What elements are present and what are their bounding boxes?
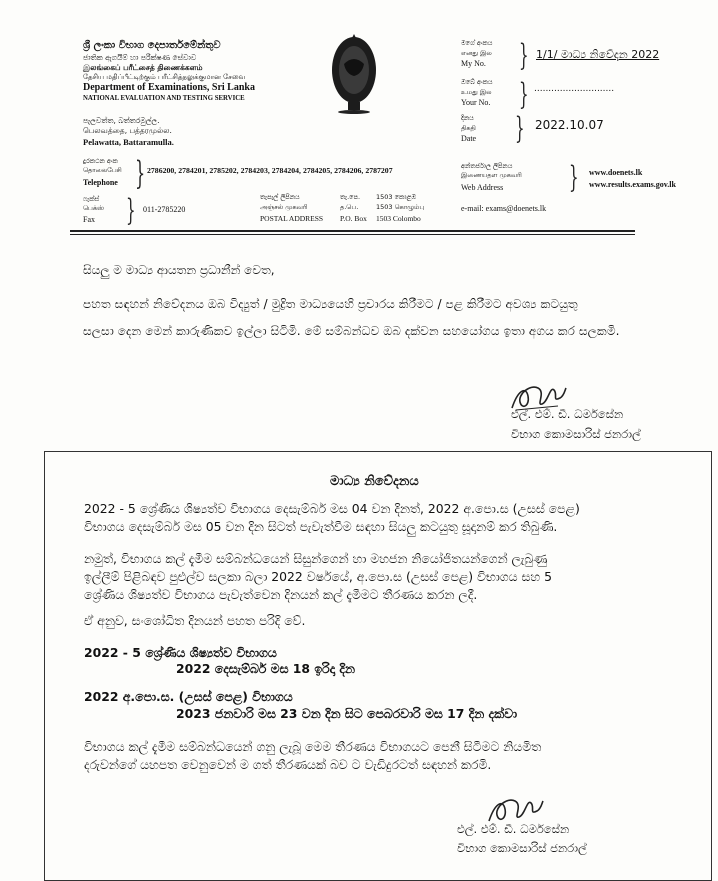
brace-icon: } [126,193,136,228]
brace-icon: } [519,38,529,73]
tel-numbers: 2786200, 2784201, 2785202, 2784203, 2784204, 2784205, 2784206, 2787207 [147,166,393,175]
fax-label-tamil: பெக்ஸ் [83,204,105,212]
exam-2-date: 2023 ජනවාරි මස 23 වන දින සිට පෙබරවාරි මස 17 දින දක්වා [176,706,518,721]
notice-paragraph: නමුත්, විභාගය කල් දැමීම සම්බන්ධයෙන් සිසුන්ගෙන් හා මහජන නියෝජිතයන්ගෙන් ලැබුණු [84,551,548,566]
web-address-2: www.results.exams.gov.lk [589,180,676,189]
dept-name-english: Department of Examinations, Sri Lanka [83,82,255,93]
notice-paragraph: දරුවන්ගේ යහපත වෙනුවෙන් ම ගත් තීරණයක් බව ට වැඩිදුරටත් සඳහන් කරමි. [84,757,492,772]
po-box-label-english: P.O. Box [340,214,367,223]
postal-label-english: POSTAL ADDRESS [260,214,324,223]
postal-label-tamil: அஞ்சல் முகவரி [260,203,308,211]
exam-2-name: 2022 අ.පො.ස. (උසස් පෙළ) විභාගය [84,689,293,704]
po-box-label-sinhala: තැ.පෙ. [340,193,361,201]
dept-service-sinhala: ජාතික ඇගයීම් හා පරීක්ෂණ සේවාව [83,53,197,62]
my-no-label-sinhala: මගේ අංකය [461,39,493,47]
notice-signatory-title: විභාග කොමසාරිස් ජනරාල් [457,841,587,855]
tel-label-english: Telephone [83,178,118,187]
tel-label-sinhala: දුරකථන අංක [83,157,118,165]
exam-1-date: 2022 දෙසැම්බර් මස 18 ඉරිදා දින [176,661,355,676]
address-sinhala: පැලවත්ත, බත්තරමුල්ල. [83,116,160,125]
date-label-tamil: திகதி [461,124,476,132]
signatory-title: විභාග කොමසාරිස් ජනරාල් [511,427,641,441]
notice-signatory-name: එල්. එම්. ඩී. ධර්මසේන [457,822,570,836]
brace-icon: } [135,154,146,192]
notice-paragraph: ශ්‍රේණිය ශිෂ්‍යත්ව විභාගය පැවැත්වෙන දිනයන් කල් දැමීමට තීරණය කරන ලදී. [84,587,478,602]
my-no-label-english: My No. [461,59,486,68]
date-value: 2022.10.07 [535,118,604,132]
fax-number: 011-2785220 [143,205,186,214]
web-label-tamil: இணையதள முகவரி [461,171,522,179]
address-english: Pelawatta, Battaramulla. [83,137,174,147]
address-tamil: பெலவத்தை, பத்தரமுல்ல. [83,126,172,135]
national-emblem-icon [328,30,380,114]
po-box-english: 1503 Colombo [376,214,421,223]
web-label-english: Web Address [461,183,504,192]
brace-icon: } [515,111,525,146]
web-label-sinhala: අන්තර්ජාල ලිපිනය [461,162,513,170]
po-box-label-tamil: த.பெ. [340,203,359,211]
your-no-label-tamil: உமது இல [461,88,492,96]
dept-name-tamil: இலங்கைப் பரீட்சைத் திணைக்களம் [83,63,203,72]
date-label-sinhala: දිනය [461,114,474,122]
notice-paragraph: ඉල්ලීම් පිළිබඳව පුළුල්ව සලකා බලා 2022 වර්ෂයේ, අ.පො.ස (උසස් පෙළ) විභාගය සහ 5 [84,569,552,584]
fax-label-english: Fax [83,215,95,224]
my-no-label-tamil: எனது இல [461,49,492,57]
fax-label-sinhala: ෆැක්ස් [83,195,100,203]
your-no-label-sinhala: ඔබේ අංකය [461,78,493,86]
notice-paragraph: විභාගය කල් දැමීම සම්බන්ධයෙන් ගනු ලැබූ මෙම තීරණය විභාගයට පෙනී සිටීමට නියමිත [84,739,542,754]
dept-service-tamil: தேசிய மதிப்பீட்டிற்கும் பரீட்சித்தலுக்குமான சேவை [83,73,246,81]
web-address-1: www.doenets.lk [589,168,643,177]
letter-paragraph: සලසා දෙන මෙන් කාරුණිකව ඉල්ලා සිටිමි. මේ සම්බන්ධව ඔබ දක්වන සහයෝගය ඉතා අගය කර සලකමි. [83,324,620,338]
header-divider [70,230,635,232]
brace-icon: } [569,160,579,195]
exam-1-name: 2022 - 5 ශ්‍රේණිය ශිෂ්‍යත්ව විභාගය [84,645,277,660]
notice-title: මාධ්‍ය නිවේදනය [330,474,419,489]
your-no-label-english: Your No. [461,98,491,107]
tel-label-tamil: தொலைபேசி [83,166,122,174]
letter-paragraph: පහත සඳහන් නිවේදනය ඔබ විද්‍යුත් / මුද්‍රිත මාධ්‍යයෙහි ප්‍රචාරය කිරීමට / පළ කිරීමට අවශ්‍ය කටයුතු [83,297,578,311]
brace-icon: } [519,77,529,112]
notice-paragraph: 2022 - 5 ශ්‍රේණිය ශිෂ්‍යත්ව විභාගය දෙසැම්බර් මස 04 වන දිනත්, 2022 අ.පො.ස (උසස් පෙළ) [84,501,580,516]
dept-service-english: NATIONAL EVALUATION AND TESTING SERVICE [83,95,245,102]
my-no-value: 1/1/ මාධ්‍ය නිවේදන 2022 [536,48,660,61]
po-box-sinhala: 1503 කොළඹ [376,193,417,201]
your-no-value: ............................ [534,84,615,94]
salutation: සියලු ම මාධ්‍ය ආයතන ප්‍රධානීන් වෙත, [83,263,275,277]
notice-paragraph: විභාගය දෙසැම්බර් මස 05 වන දින සිටත් පැවැත්වීම සඳහා සියලු කටයුතු සූදානම් කර තිබුණි. [84,519,558,534]
postal-label-sinhala: තැපැල් ලිපිනය [260,193,300,201]
dept-name-sinhala: ශ්‍රී ලංකා විභාග දෙපාර්තමේන්තුව [83,40,221,51]
date-label-english: Date [461,134,477,143]
header-divider [70,234,635,235]
email-address: e-mail: exams@doenets.lk [461,204,547,213]
signatory-name: එල්. එම්. ඩී. ධර්මසේන [511,407,624,421]
po-box-tamil: 1503 கொழும்பு [376,203,425,211]
notice-paragraph: ඒ අනුව, සංශෝධිත දිනයන් පහත පරිදි වේ. [84,613,306,628]
